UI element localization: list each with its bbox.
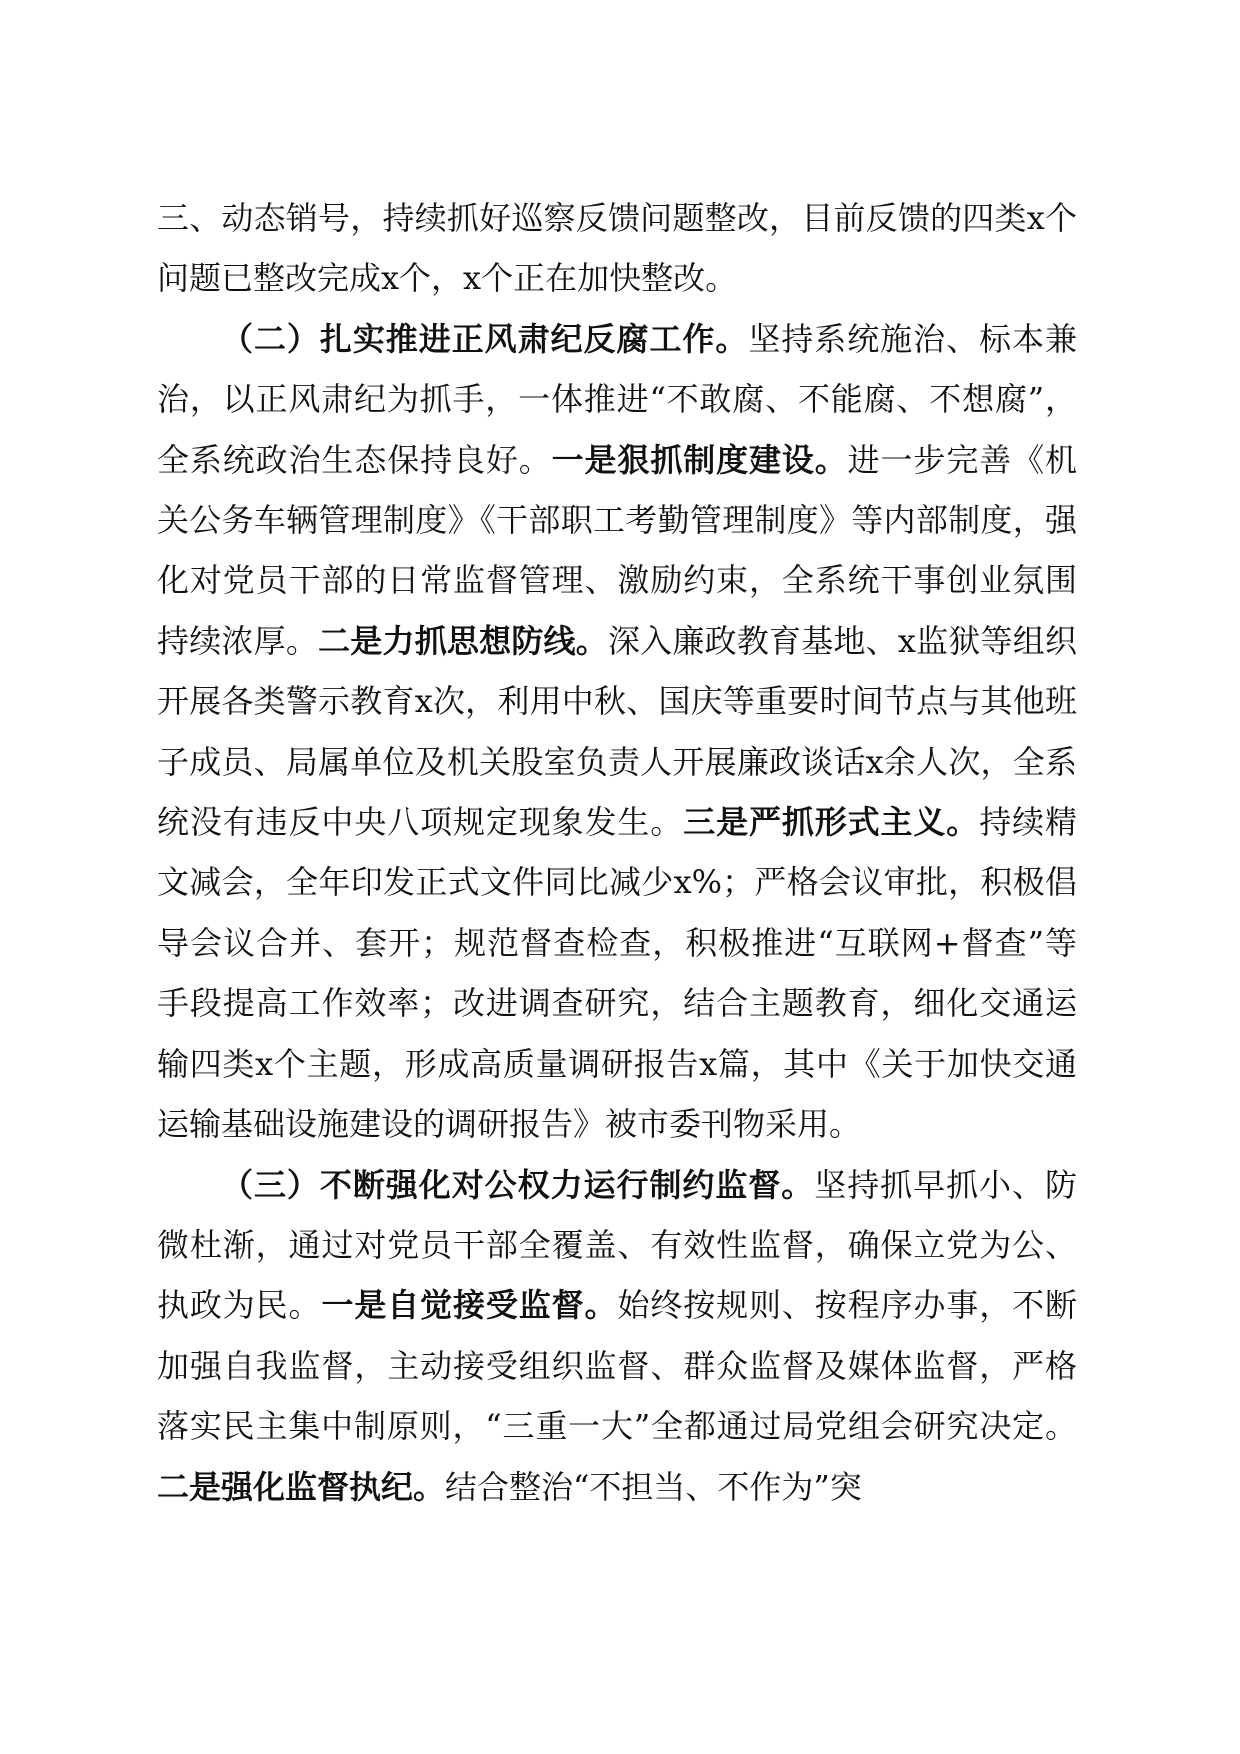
point-heading: 二是力抓思想防线。 xyxy=(318,621,608,660)
text-run: 始终按规则、按程序办事，不断加强自我监督，主动接受组织监督、群众监督及媒体监督，严格落实民主集中制原则，“三重一大”全都通过局党组会研究决定。 xyxy=(157,1286,1077,1446)
point-heading: 一是自觉接受监督。 xyxy=(321,1286,618,1325)
paragraph-anti-corruption xyxy=(157,309,1077,1155)
paragraph-inspection-rectification xyxy=(157,188,1077,309)
text-run: 坚持抓早抓小、防微杜渐，通过对党员干部全覆盖、有效性监督，确保立党为公、执政为民。 xyxy=(157,1165,1077,1325)
text-run: 坚持系统施治、标本兼治，以正风肃纪为抓手，一体推进“不敢腐、不能腐、不想腐”，全系统政治生态保持良好。 xyxy=(157,319,1077,479)
text-run: 三、动态销号，持续抓好巡察反馈问题整改，目前反馈的四类x个问题已整改完成x个，x个正在加快整改。 xyxy=(157,199,1077,298)
point-heading: 二是强化监督执纪。 xyxy=(157,1467,446,1506)
document-body xyxy=(157,188,1077,1517)
point-heading: 一是狠抓制度建设。 xyxy=(551,440,848,479)
paragraph-power-supervision xyxy=(157,1155,1077,1517)
text-run: 持续精文减会，全年印发正式文件同比减少x%；严格会议审批，积极倡导会议合并、套开；规范督查检查，积极推进“互联网+督查”等手段提高工作效率；改进调查研究，结合主题教育，细化交通运输四类x个主题，形成高质量调研报告x篇，其中《关于加快交通运输基础设施建设的调研报告》被市委刊物采用。 xyxy=(157,803,1077,1144)
section-heading: （二）扎实推进正风肃纪反腐工作。 xyxy=(221,319,749,358)
section-heading: （三）不断强化对公权力运行制约监督。 xyxy=(221,1165,815,1204)
text-run: 结合整治“不担当、不作为”突 xyxy=(445,1467,862,1506)
text-run: 进一步完善《机关公务车辆管理制度》《干部职工考勤管理制度》等内部制度，强化对党员干部的日常监督管理、激励约束，全系统干事创业氛围持续浓厚。 xyxy=(157,440,1077,660)
point-heading: 三是严抓形式主义。 xyxy=(683,803,980,842)
text-run: 深入廉政教育基地、x监狱等组织开展各类警示教育x次，利用中秋、国庆等重要时间节点与其他班子成员、局属单位及机关股室负责人开展廉政谈话x余人次，全系统没有违反中央八项规定现象发生。 xyxy=(157,621,1077,842)
